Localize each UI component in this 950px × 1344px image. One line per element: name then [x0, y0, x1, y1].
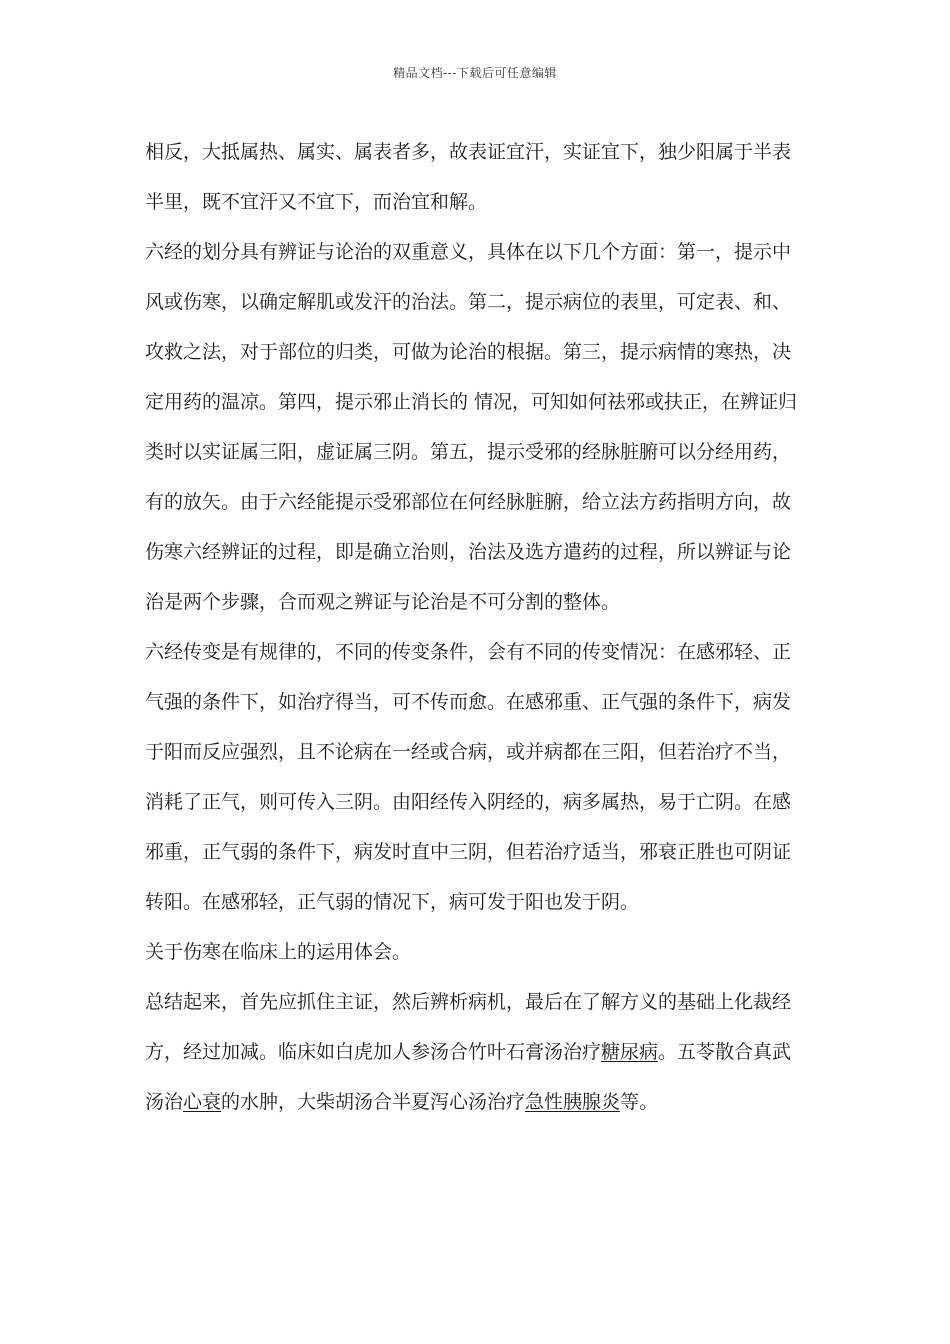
paragraph-5-text-4: 等。 [620, 1091, 659, 1113]
paragraph-2: 六经的划分具有辨证与论治的双重意义，具体在以下几个方面：第一，提示中风或伤寒，以确定解肌或发汗的治法。第二，提示病位的表里，可定表、和、攻救之法，对于部位的归类，可做为论治的根据。第三，提示病情的寒热，决定用药的温凉。第四，提示邪止消长的 情况，可知如何祛邪或扶正，在辨证归类时以实证属三阳，虚证属三阴。第五，提示受邪的经脉脏腑可以分经用药，有的放矢。由于六经能提示受邪部位在何经脉脏腑，给立法方药指明方向，故伤寒六经辨证的过程，即是确立治则，治法及选方遣药的过程，所以辨证与论治是两个步骤，合而观之辨证与论治是不可分割的整体。 [145, 241, 798, 613]
link-diabetes[interactable]: 糖尿病 [601, 1041, 659, 1063]
paragraph-5 [145, 977, 807, 1127]
document-body [145, 127, 807, 1127]
paragraph-1: 相反，大抵属热、属实、属表者多，故表证宜汗，实证宜下，独少阳属于半表半里，既不宜汗又不宜下，而治宜和解。 [145, 141, 792, 213]
link-acute-pancreatitis[interactable]: 急性胰腺炎 [525, 1091, 621, 1113]
paragraph-4: 关于伤寒在临床上的运用体会。 [145, 941, 412, 963]
link-heart-failure[interactable]: 心衰 [183, 1091, 222, 1113]
paragraph-5-text-3: 的水肿，大柴胡汤合半夏泻心汤治疗 [221, 1091, 526, 1113]
paragraph-3: 六经传变是有规律的，不同的传变条件，会有不同的传变情况：在感邪轻、正气强的条件下，如治疗得当，可不传而愈。在感邪重、正气强的条件下，病发于阳而反应强烈，且不论病在一经或合病，或并病都在三阳，但若治疗不当，消耗了正气，则可传入三阴。由阳经传入阴经的，病多属热，易于亡阴。在感邪重，正气弱的条件下，病发时直中三阴，但若治疗适当，邪衰正胜也可阴证转阳。在感邪轻，正气弱的情况下，病可发于阳也发于阴。 [145, 641, 792, 913]
page-header: 精品文档---下载后可任意编辑 [393, 66, 557, 80]
paragraph-5-text-2: 。五苓散合真武汤治 [145, 1041, 792, 1113]
paragraph-5-text-1: 总结起来，首先应抓住主证，然后辨析病机，最后在了解方义的基础上化裁经方，经过加减。临床如白虎加人参汤合竹叶石膏汤治疗 [145, 991, 792, 1063]
